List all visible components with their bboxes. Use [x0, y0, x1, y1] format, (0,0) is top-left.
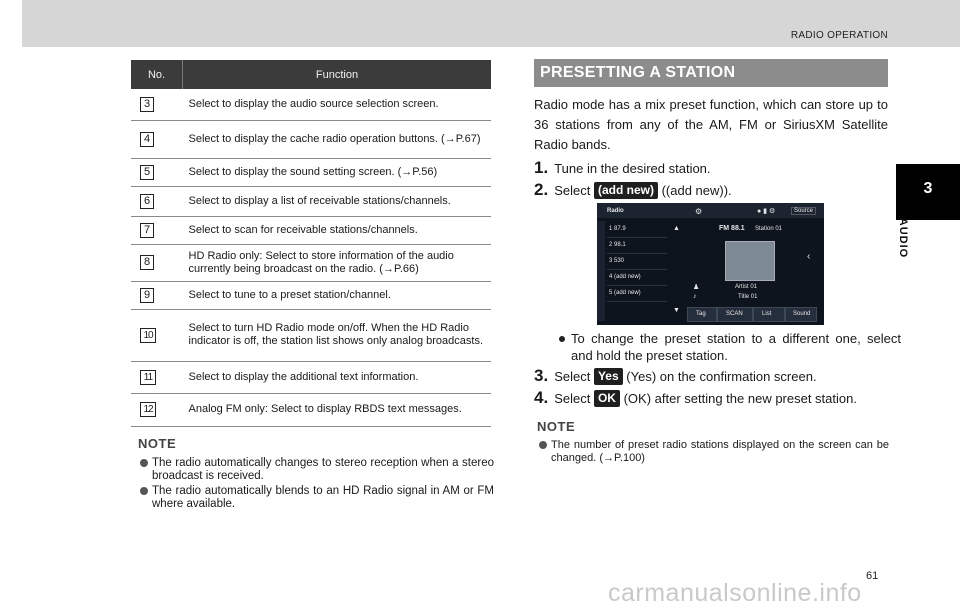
intro-paragraph: Radio mode has a mix preset function, which can store up to 36 stations from any of the AM, FM or SiriusXM Satellite Radio bands.	[534, 97, 888, 152]
tag-button: Tag	[687, 307, 717, 322]
table-row	[131, 216, 491, 244]
album-art	[725, 241, 775, 281]
note-item	[138, 485, 494, 512]
section-title: PRESETTING A STATION	[540, 64, 736, 81]
chapter-label-text: AUDIO	[897, 217, 910, 259]
status-icons: ● ▮ ⚙	[757, 208, 776, 215]
step-number: 2.	[534, 180, 549, 199]
preset-row: 3 530	[607, 255, 667, 270]
step-text: ((add new)).	[661, 183, 732, 198]
sound-button: Sound	[785, 307, 817, 322]
note-title: NOTE	[138, 436, 177, 451]
scroll-up-icon: ▲	[673, 225, 680, 232]
step-text: (OK) after setting the new preset station.	[623, 391, 857, 406]
bullet-icon	[140, 459, 148, 467]
table-row	[131, 281, 491, 309]
note-text: The radio automatically changes to stereo reception when a stereo broadcast is received.	[152, 456, 494, 482]
section-title-bar	[534, 59, 888, 87]
screen-header	[597, 203, 824, 218]
column-header-no: No.	[131, 60, 183, 89]
watermark: carmanualsonline.info	[608, 579, 862, 607]
column-header-function: Function	[183, 60, 492, 89]
note-text: The number of preset radio stations displayed on the screen can be changed. (→P.100)	[551, 439, 889, 464]
step-4	[534, 389, 857, 408]
item-number: 7	[140, 223, 154, 238]
function-text: Select to display a list of receivable stations/channels.	[183, 186, 492, 216]
item-number: 5	[140, 165, 154, 180]
bullet-text: To change the preset station to a different one, select and hold the preset station.	[571, 331, 901, 363]
music-note-icon: ♪	[693, 293, 697, 300]
screen-button-bar	[687, 307, 817, 321]
note-left	[138, 437, 494, 513]
item-number: 8	[140, 255, 154, 270]
item-number: 4	[140, 132, 154, 147]
step-text: Select	[554, 183, 591, 198]
function-text: Analog FM only: Select to display RBDS text messages.	[183, 393, 492, 426]
settings-icon: ⚙	[695, 207, 703, 216]
yes-button-label: Yes	[594, 368, 623, 385]
preset-row: 5 (add new)	[607, 287, 667, 302]
note-item	[138, 457, 494, 484]
preset-row: 4 (add new)	[607, 271, 667, 286]
page-number: 61	[866, 570, 879, 582]
function-text: HD Radio only: Select to store information of the audio currently being broadcast on the radio. (→P.66)	[183, 244, 492, 281]
note-text: The radio automatically blends to an HD Radio signal in AM or FM where available.	[152, 484, 494, 510]
screen-title: Radio	[607, 208, 624, 214]
add-new-button-label: (add new)	[594, 182, 658, 199]
step-text: Tune in the desired station.	[554, 161, 711, 176]
step-number: 3.	[534, 366, 549, 385]
person-icon: ♟	[693, 284, 700, 291]
note-right	[537, 420, 889, 466]
table-row	[131, 309, 491, 361]
step-text: Select	[554, 391, 591, 406]
preset-row: 1 87.9	[607, 223, 667, 238]
function-text: Select to display the audio source selection screen.	[183, 89, 492, 120]
artist-name: Artist 01	[735, 284, 758, 290]
table-row	[131, 393, 491, 426]
bullet-icon	[140, 487, 148, 495]
ok-button-label: OK	[594, 390, 620, 407]
chevron-left-icon: ‹	[807, 251, 811, 262]
chapter-label	[897, 212, 919, 272]
item-number: 12	[140, 402, 156, 417]
step-text: (Yes) on the confirmation screen.	[626, 369, 817, 384]
step-1	[534, 159, 711, 178]
item-number: 11	[140, 370, 156, 385]
item-number: 6	[140, 194, 154, 209]
table-row	[131, 186, 491, 216]
scan-button: SCAN	[717, 307, 753, 322]
chapter-number: 3	[923, 180, 933, 197]
step-number: 4.	[534, 388, 549, 407]
station-name: Station 01	[755, 226, 783, 232]
running-header: RADIO OPERATION	[790, 30, 888, 41]
function-text: Select to display the cache radio operation buttons. (→P.67)	[183, 120, 492, 158]
step-2	[534, 181, 732, 200]
table-header-row	[131, 60, 491, 89]
table-row	[131, 89, 491, 120]
item-number: 3	[140, 97, 154, 112]
item-number: 10	[140, 328, 156, 343]
table-row	[131, 361, 491, 393]
note-title: NOTE	[537, 419, 576, 434]
table-row	[131, 120, 491, 158]
function-text: Select to display the sound setting screen. (→P.56)	[183, 158, 492, 186]
table-row	[131, 158, 491, 186]
step-number: 1.	[534, 158, 549, 177]
note-item	[537, 439, 889, 465]
screen-sidebar	[597, 221, 605, 321]
function-text: Select to tune to a preset station/channel.	[183, 281, 492, 309]
scroll-down-icon: ▼	[673, 307, 680, 314]
radio-screen-image	[597, 203, 824, 325]
function-text: Select to display the additional text information.	[183, 361, 492, 393]
frequency: FM 88.1	[719, 225, 745, 232]
list-button: List	[753, 307, 785, 322]
function-table	[131, 60, 491, 427]
song-title: Title 01	[738, 294, 758, 300]
step-3	[534, 367, 817, 386]
item-number: 9	[140, 288, 154, 303]
bullet-icon	[559, 336, 565, 342]
table-row	[131, 244, 491, 281]
preset-row: 2 98.1	[607, 239, 667, 254]
step-2-bullet	[559, 330, 901, 364]
source-button: Source	[791, 207, 816, 215]
step-text: Select	[554, 369, 591, 384]
function-text: Select to turn HD Radio mode on/off. When the HD Radio indicator is off, the station list shows only analog broadcasts.	[183, 309, 492, 361]
bullet-icon	[539, 441, 547, 449]
function-text: Select to scan for receivable stations/channels.	[183, 216, 492, 244]
